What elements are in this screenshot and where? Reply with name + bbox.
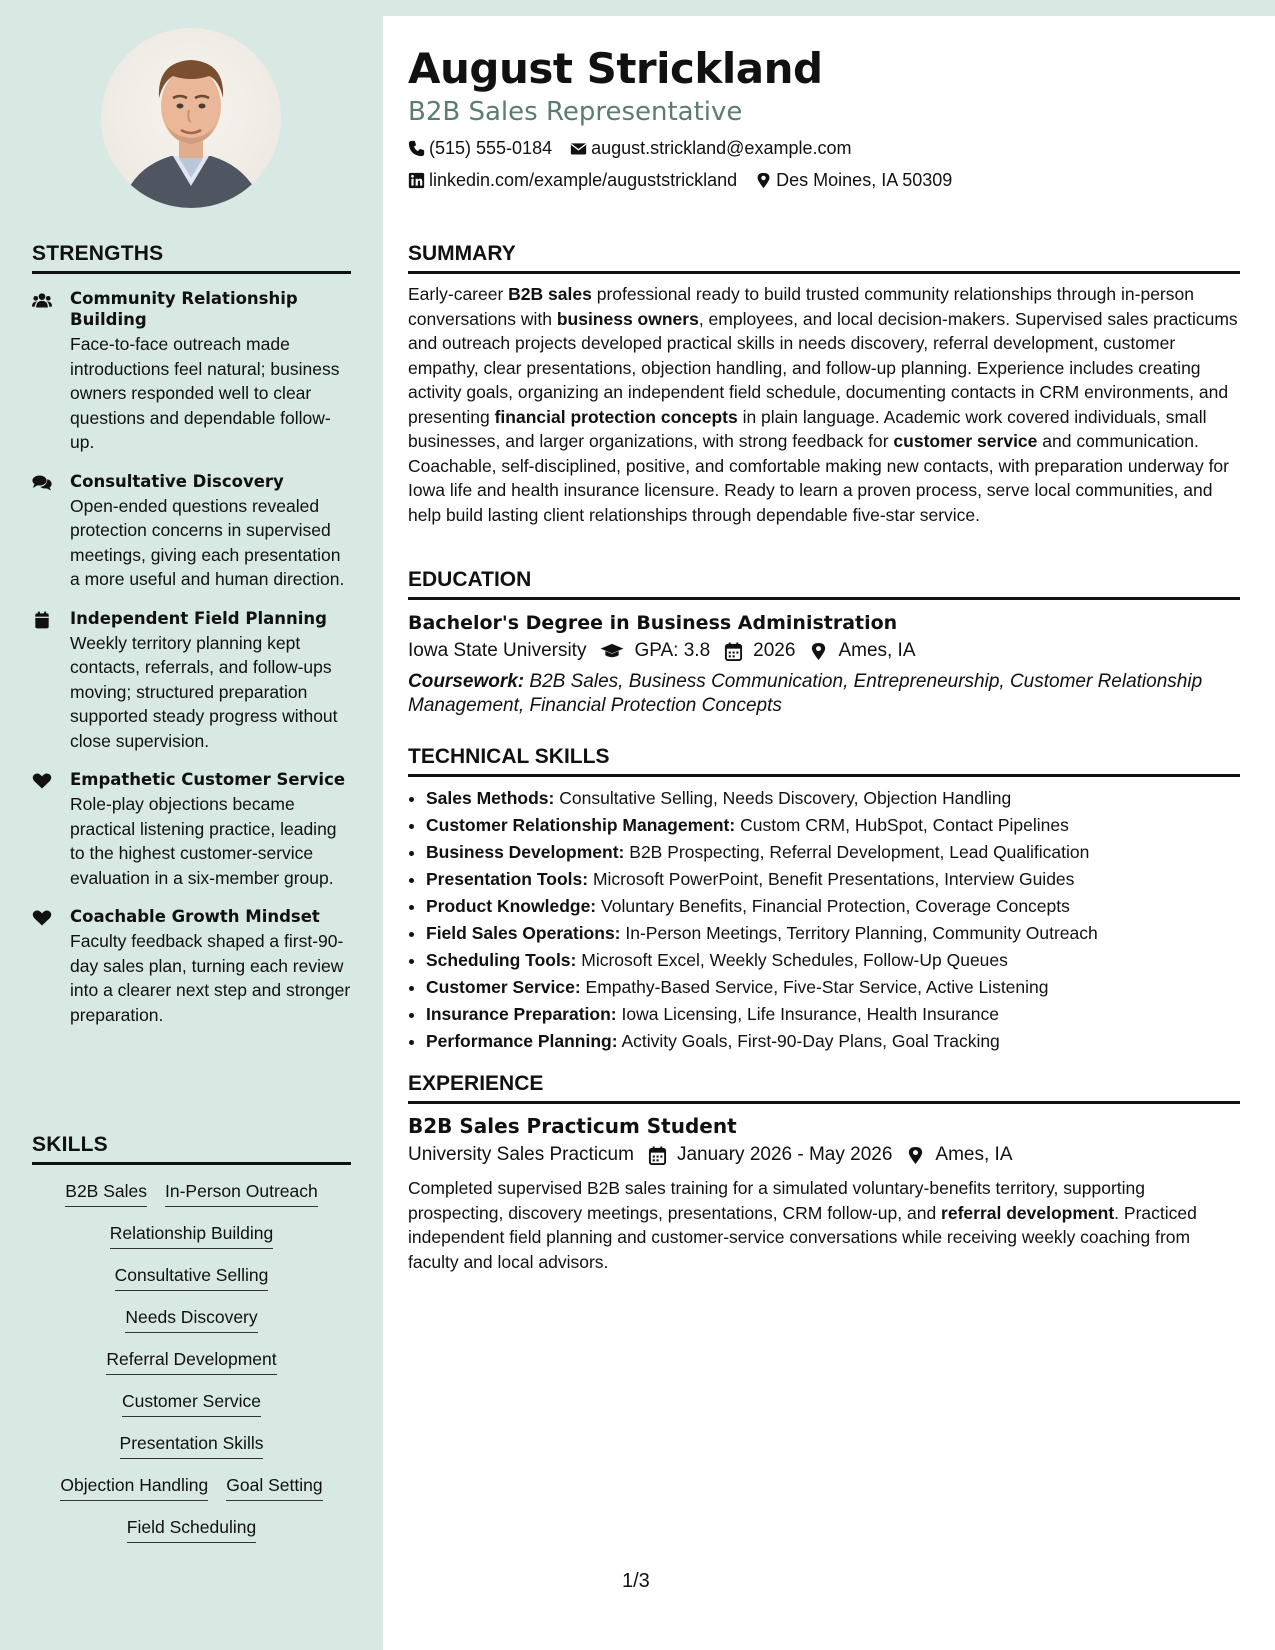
skill-row <box>32 1431 351 1459</box>
list-item: • Customer Relationship Management: Custom CRM, HubSpot, Contact Pipelines <box>426 812 1240 839</box>
experience-description: Completed supervised B2B sales training for a simulated voluntary-benefits territory, supporting prospecting, discovery meetings, presentations, CRM follow-up, and referral development. Practiced independent field planning and customer-service conversations while receiving weekly coaching from faculty and local advisors. <box>408 1178 1197 1272</box>
strength-title: Independent Field Planning <box>70 608 327 628</box>
graduation-cap-icon <box>600 642 624 661</box>
list-item: • Presentation Tools: Microsoft PowerPoint, Benefit Presentations, Interview Guides <box>426 866 1240 893</box>
contact-row <box>408 132 1240 164</box>
skills-section <box>32 1133 351 1543</box>
list-item: • Scheduling Tools: Microsoft Excel, Weekly Schedules, Follow-Up Queues <box>426 947 1240 974</box>
strength-desc: Face-to-face outreach made introductions feel natural; business owners responded well to clear questions and dependable follow-up. <box>70 334 340 452</box>
strength-title: Community Relationship Building <box>70 289 298 329</box>
gpa-text: GPA: 3.8 <box>634 640 711 661</box>
education-location: Ames, IA <box>838 640 916 661</box>
map-marker-icon <box>755 172 772 189</box>
date-range: January 2026 - May 2026 <box>676 1144 893 1165</box>
skill-row <box>32 1389 351 1417</box>
candidate-title: B2B Sales Representative <box>408 97 743 127</box>
list-item: • Sales Methods: Consultative Selling, Needs Discovery, Objection Handling <box>426 785 1240 812</box>
list-item: • Business Development: B2B Prospecting, Referral Development, Lead Qualification <box>426 839 1240 866</box>
contact-row <box>408 164 1240 196</box>
organization-name: University Sales Practicum <box>408 1144 634 1165</box>
phone-text: (515) 555-0184 <box>429 138 553 158</box>
calendar-icon <box>724 642 743 661</box>
summary-section <box>408 242 1240 527</box>
skill-tag: Needs Discovery <box>125 1305 257 1333</box>
comments-icon <box>32 471 58 592</box>
skill-tag: Customer Service <box>122 1389 261 1417</box>
coursework: Coursework: B2B Sales, Business Communication, Entrepreneurship, Customer Relationship Management, Financial Protection Concepts <box>408 671 1203 716</box>
strength-item <box>32 288 351 455</box>
education-meta <box>408 636 1240 666</box>
strength-title: Empathetic Customer Service <box>70 770 346 789</box>
linkedin-link[interactable]: linkedin.com/example/auguststrickland <box>429 170 738 190</box>
strength-title: Consultative Discovery <box>70 471 284 491</box>
skill-row <box>32 1305 351 1333</box>
list-item: • Customer Service: Empathy-Based Service, Five-Star Service, Active Listening <box>426 974 1240 1001</box>
strength-desc: Open-ended questions revealed protection concerns in supervised meetings, giving each presentation a more useful and human direction. <box>70 495 345 589</box>
strength-desc: Faculty feedback shaped a first-90-day sales plan, turning each review into a clearer next step and stronger preparation. <box>70 931 351 1025</box>
role-title: B2B Sales Practicum Student <box>408 1114 737 1138</box>
strengths-section <box>32 242 351 1027</box>
skill-row <box>32 1263 351 1291</box>
strength-title: Coachable Growth Mindset <box>70 907 320 926</box>
skill-tag: Presentation Skills <box>120 1431 264 1459</box>
skill-tag: Consultative Selling <box>115 1263 269 1291</box>
strength-item <box>32 906 351 1027</box>
technical-skills-heading: TECHNICAL SKILLS <box>408 745 1240 777</box>
strength-item <box>32 769 351 890</box>
map-marker-icon <box>809 642 828 661</box>
skill-row <box>32 1221 351 1249</box>
experience-location: Ames, IA <box>935 1144 1013 1165</box>
education-section <box>408 568 1240 718</box>
experience-meta <box>408 1140 1240 1170</box>
strengths-heading: STRENGTHS <box>32 242 351 274</box>
profile-photo <box>101 28 281 208</box>
strength-item <box>32 608 351 754</box>
calendar-icon <box>32 608 58 754</box>
experience-heading: EXPERIENCE <box>408 1072 1240 1104</box>
skills-heading: SKILLS <box>32 1133 351 1165</box>
technical-skills-section <box>408 745 1240 1055</box>
page-number: 1/3 <box>622 1570 650 1592</box>
email-link[interactable]: august.strickland@example.com <box>591 138 852 158</box>
map-marker-icon <box>906 1146 925 1165</box>
phone-icon <box>408 140 425 157</box>
calendar-icon <box>648 1146 667 1165</box>
summary-text: Early-career B2B sales professional ready to build trusted community relationships through in-person conversations with business owners, employees, and local decision-makers. Supervised sales practicums and outreach projects developed practical skills in needs discovery, referral development, customer empathy, clear presentations, objection handling, and follow-up planning. Experience includes creating activity goals, organizing an independent field schedule, documenting contacts in CRM environments, and presenting financial protection concepts in plain language. Academic work covered individuals, small businesses, and larger organizations, with strong feedback for customer service and communication. Coachable, self-disciplined, positive, and comfortable making new contacts, with preparation underway for Iowa life and health insurance licensure. Ready to learn a proven process, serve local communities, and help build lasting client relationships through dependable five-star service. <box>408 284 1238 525</box>
experience-section <box>408 1072 1240 1274</box>
skill-row <box>32 1515 351 1543</box>
strength-desc: Role-play objections became practical listening practice, leading to the highest customer-service evaluation in a six-member group. <box>70 794 337 888</box>
skill-row <box>32 1179 351 1207</box>
users-icon <box>32 288 58 455</box>
list-item: • Product Knowledge: Voluntary Benefits, Financial Protection, Coverage Concepts <box>426 893 1240 920</box>
technical-skills-list <box>408 785 1240 1055</box>
graduation-year: 2026 <box>753 640 796 661</box>
degree-title: Bachelor's Degree in Business Administration <box>408 612 898 634</box>
education-heading: EDUCATION <box>408 568 1240 600</box>
header <box>408 44 1240 196</box>
heart-icon <box>32 769 58 890</box>
location-text: Des Moines, IA 50309 <box>776 170 953 190</box>
list-item: • Field Sales Operations: In-Person Meetings, Territory Planning, Community Outreach <box>426 920 1240 947</box>
skill-tag: B2B Sales <box>65 1179 147 1207</box>
strength-desc: Weekly territory planning kept contacts, referrals, and follow-ups moving; structured preparation supported steady progress without close supervision. <box>70 632 338 751</box>
strength-item <box>32 471 351 592</box>
envelope-icon <box>570 140 587 157</box>
heart-icon <box>32 906 58 1027</box>
school-name: Iowa State University <box>408 640 587 661</box>
skill-tag: Relationship Building <box>110 1221 273 1249</box>
summary-heading: SUMMARY <box>408 242 1240 274</box>
list-item: • Performance Planning: Activity Goals, First-90-Day Plans, Goal Tracking <box>426 1028 1240 1055</box>
skill-tag: Objection Handling <box>60 1473 208 1501</box>
skill-row <box>32 1347 351 1375</box>
skill-tag: In-Person Outreach <box>165 1179 318 1207</box>
skill-tag: Goal Setting <box>226 1473 322 1501</box>
candidate-name: August Strickland <box>408 44 823 93</box>
list-item: • Insurance Preparation: Iowa Licensing, Life Insurance, Health Insurance <box>426 1001 1240 1028</box>
linkedin-icon <box>408 172 425 189</box>
skill-tag: Field Scheduling <box>127 1515 256 1543</box>
skill-tag: Referral Development <box>106 1347 276 1375</box>
skill-row <box>32 1473 351 1501</box>
